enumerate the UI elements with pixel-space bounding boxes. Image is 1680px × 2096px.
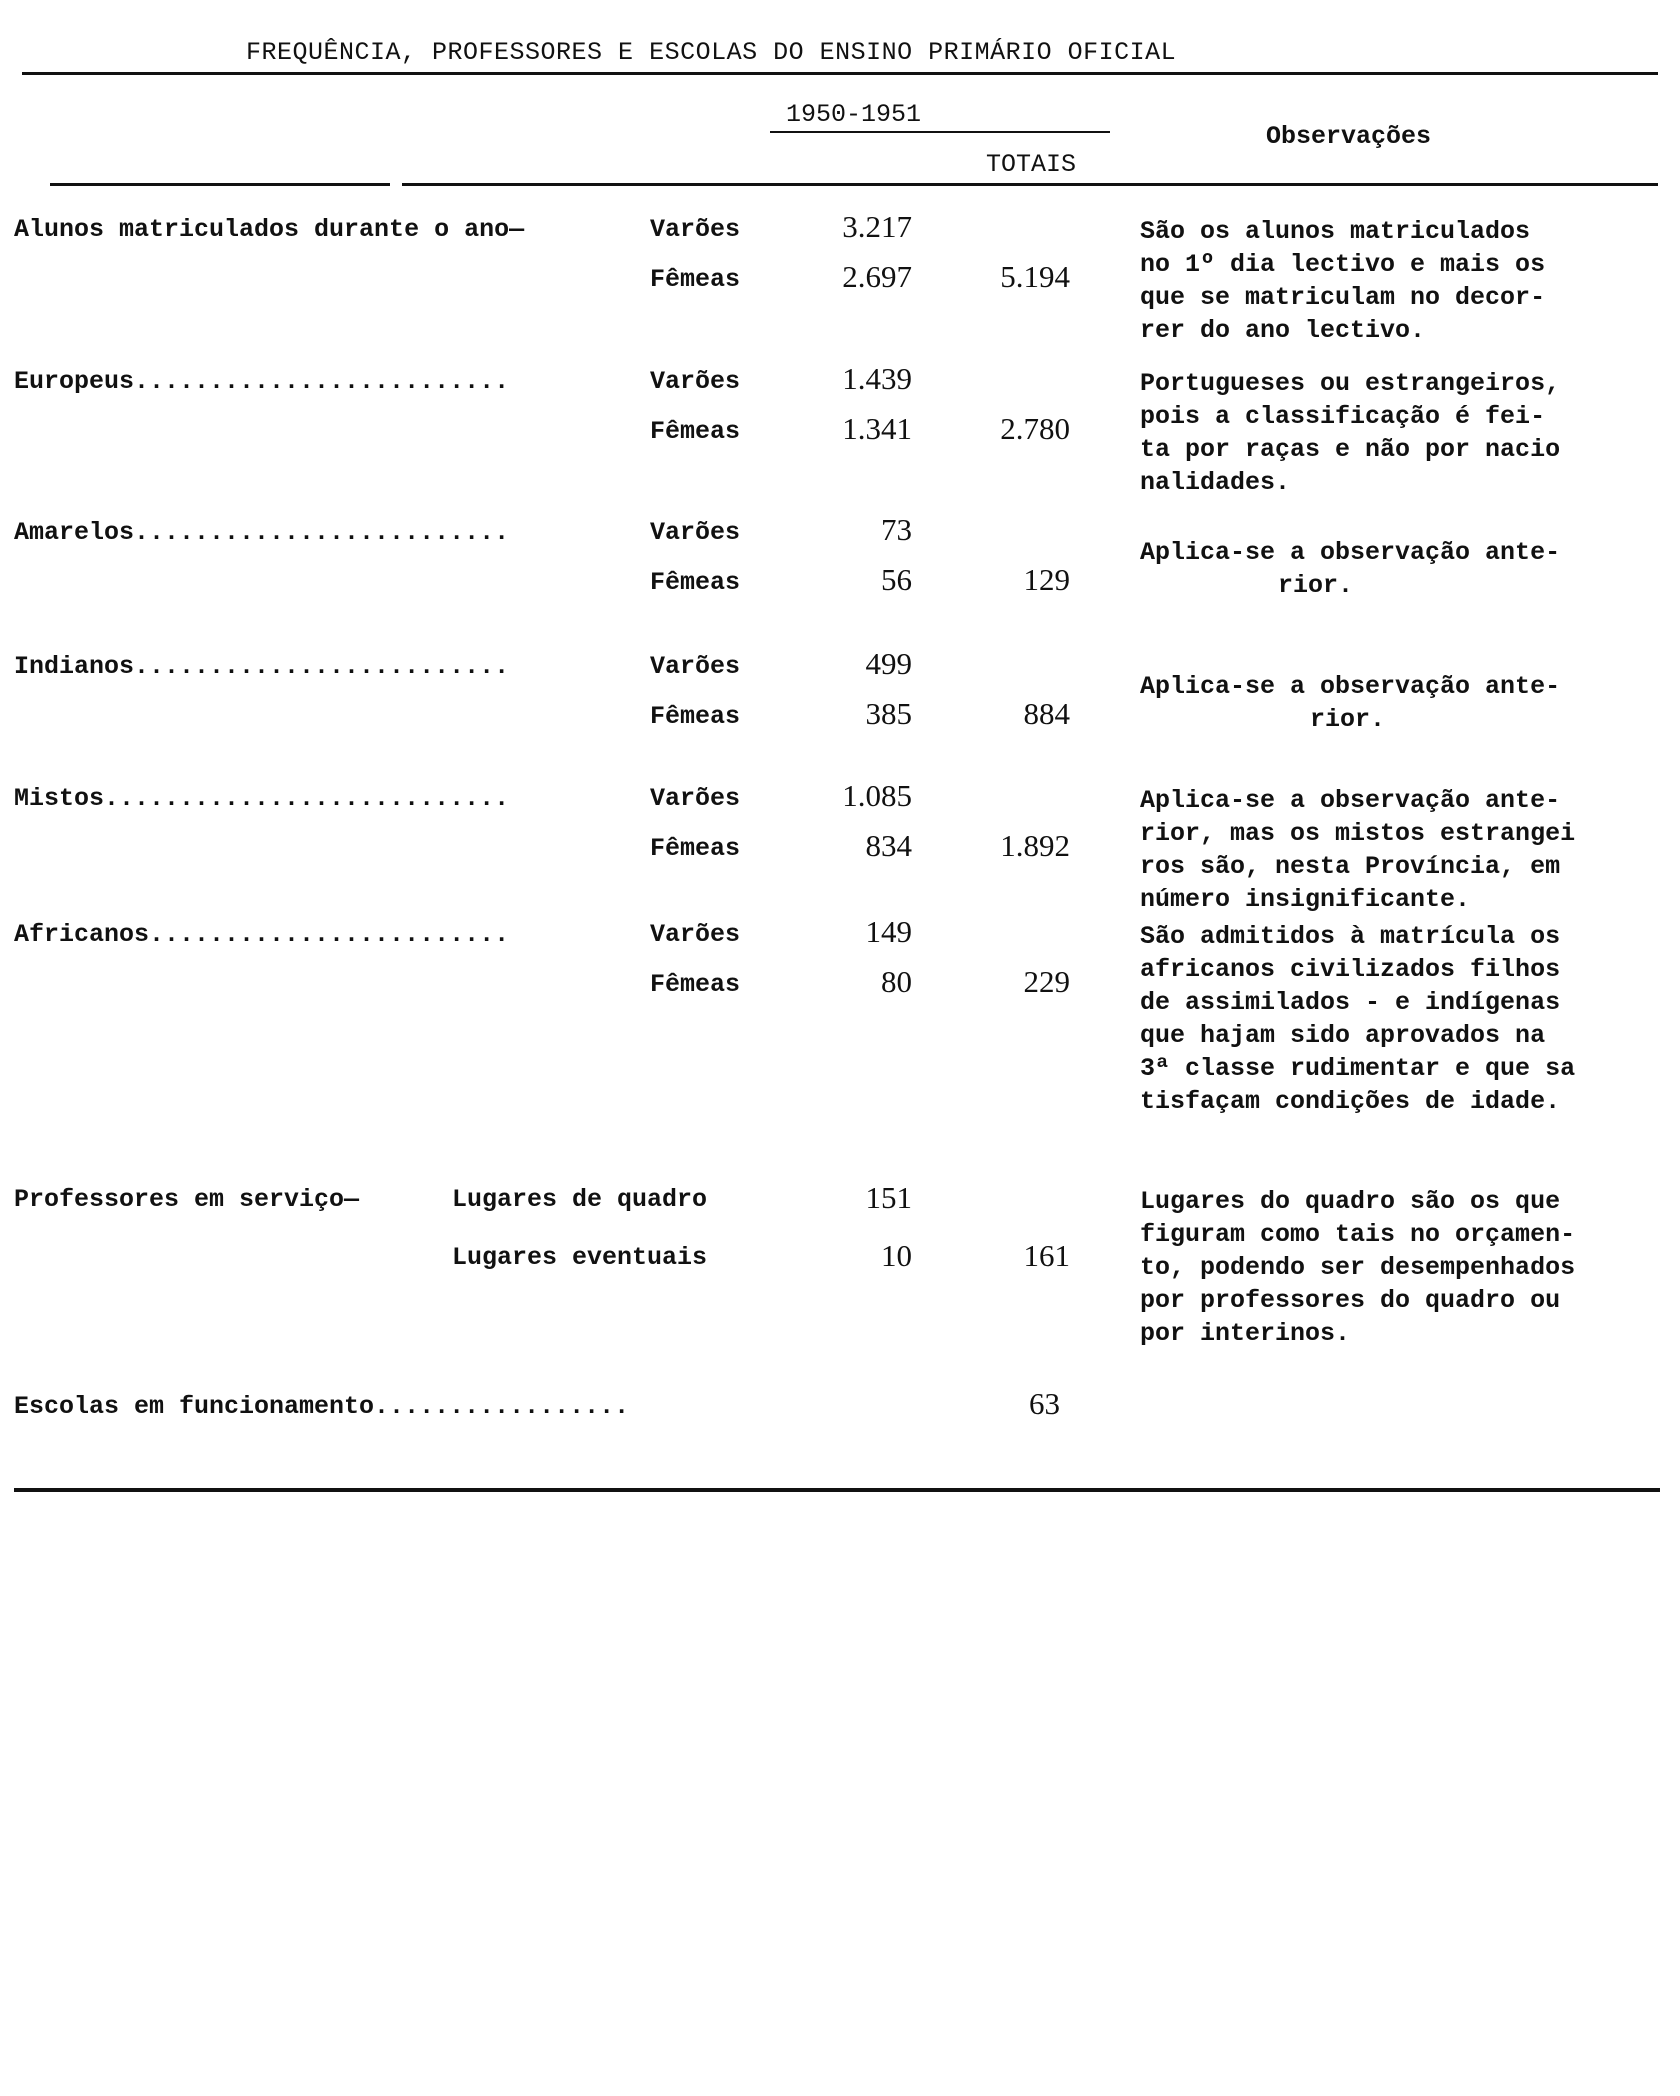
observation-line: tisfaçam condições de idade. [1140,1087,1561,1116]
sub-label: Varões [650,215,741,244]
observation-line: 3ª classe rudimentar e que sa [1140,1054,1576,1083]
year-underline [770,131,1110,133]
observation-line: to, podendo ser desempenhados [1140,1253,1576,1282]
value: 10 [881,1238,912,1273]
row-label: Africanos........................ [14,920,510,949]
observation [1140,784,1575,916]
observation-line: ta por raças e não por nacio [1140,435,1561,464]
total-value: 161 [1023,1238,1070,1273]
observation-line: de assimilados - e indígenas [1140,988,1561,1017]
observation [1140,215,1545,347]
total-value: 884 [1023,696,1070,731]
top-rule [22,72,1658,75]
observation [1140,1185,1575,1350]
observation-line: Lugares do quadro são os que [1140,1187,1561,1216]
bottom-rule [14,1488,1660,1492]
value: 73 [881,512,912,547]
total-value: 1.892 [1000,828,1070,863]
row-label: Europeus......................... [14,367,510,396]
observation-line: Aplica-se a observação ante- [1140,672,1561,701]
value: 834 [865,828,912,863]
header-rule-left [50,183,390,186]
total-value: 5.194 [1000,259,1070,294]
sub-label: Fêmeas [650,702,741,731]
page-title: FREQUÊNCIA, PROFESSORES E ESCOLAS DO ENSINO PRIMÁRIO OFICIAL [246,38,1177,67]
observation-line: pois a classificação é fei- [1140,402,1546,431]
sub-label: Varões [650,784,741,813]
observation [1140,536,1560,602]
observation-line: nalidades. [1140,468,1291,497]
observation-line: por interinos. [1140,1319,1351,1348]
value: 499 [865,646,912,681]
row-label: Mistos........................... [14,784,510,813]
observation-line: São os alunos matriculados [1140,217,1531,246]
year-header: 1950-1951 [786,100,922,129]
observation-line: Aplica-se a observação ante- [1140,786,1561,815]
header-rule-right [402,183,1658,186]
value: 80 [881,964,912,999]
sub-label: Varões [650,518,741,547]
value: 149 [865,914,912,949]
total-value: 2.780 [1000,411,1070,446]
observation-line: que se matriculam no decor- [1140,283,1546,312]
observacoes-header: Observações [1266,122,1432,151]
observation-line: que hajam sido aprovados na [1140,1021,1546,1050]
value: 2.697 [842,259,912,294]
total-value: 229 [1023,964,1070,999]
observation-line: Aplica-se a observação ante- [1140,538,1561,567]
totals-header: TOTAIS [986,150,1077,179]
observation-line: número insignificante. [1140,885,1471,914]
observation [1140,367,1560,499]
sub-label: Varões [650,652,741,681]
row-label: Escolas em funcionamento................. [14,1392,630,1421]
observation-line: no 1º dia lectivo e mais os [1140,250,1546,279]
observation-line: rior. [1278,571,1354,600]
sub-label: Varões [650,920,741,949]
sub-label: Fêmeas [650,834,741,863]
sub-label: Fêmeas [650,568,741,597]
observation [1140,670,1560,736]
sub-label: Lugares de quadro [452,1185,708,1214]
row-label: Professores em serviço— [14,1185,360,1214]
sub-label: Fêmeas [650,970,741,999]
value: 56 [881,562,912,597]
observation-line: rer do ano lectivo. [1140,316,1426,345]
observation-line: figuram como tais no orçamen- [1140,1220,1576,1249]
observation-line: rior. [1310,705,1386,734]
value: 151 [865,1180,912,1215]
sub-label: Varões [650,367,741,396]
value: 1.085 [842,778,912,813]
observation-line: rior, mas os mistos estrangei [1140,819,1576,848]
sub-label: Lugares eventuais [452,1243,708,1272]
sub-label: Fêmeas [650,417,741,446]
observation-line: São admitidos à matrícula os [1140,922,1561,951]
observation-line: Portugueses ou estrangeiros, [1140,369,1561,398]
value: 1.439 [842,361,912,396]
observation-line: ros são, nesta Província, em [1140,852,1561,881]
sub-label: Fêmeas [650,265,741,294]
row-label: Indianos......................... [14,652,510,681]
observation [1140,920,1575,1118]
value: 385 [865,696,912,731]
total-value: 63 [1029,1386,1060,1421]
row-label: Amarelos......................... [14,518,510,547]
observation-line: por professores do quadro ou [1140,1286,1561,1315]
value: 3.217 [842,209,912,244]
value: 1.341 [842,411,912,446]
row-label: Alunos matriculados durante o ano— [14,215,525,244]
observation-line: africanos civilizados filhos [1140,955,1561,984]
total-value: 129 [1023,562,1070,597]
